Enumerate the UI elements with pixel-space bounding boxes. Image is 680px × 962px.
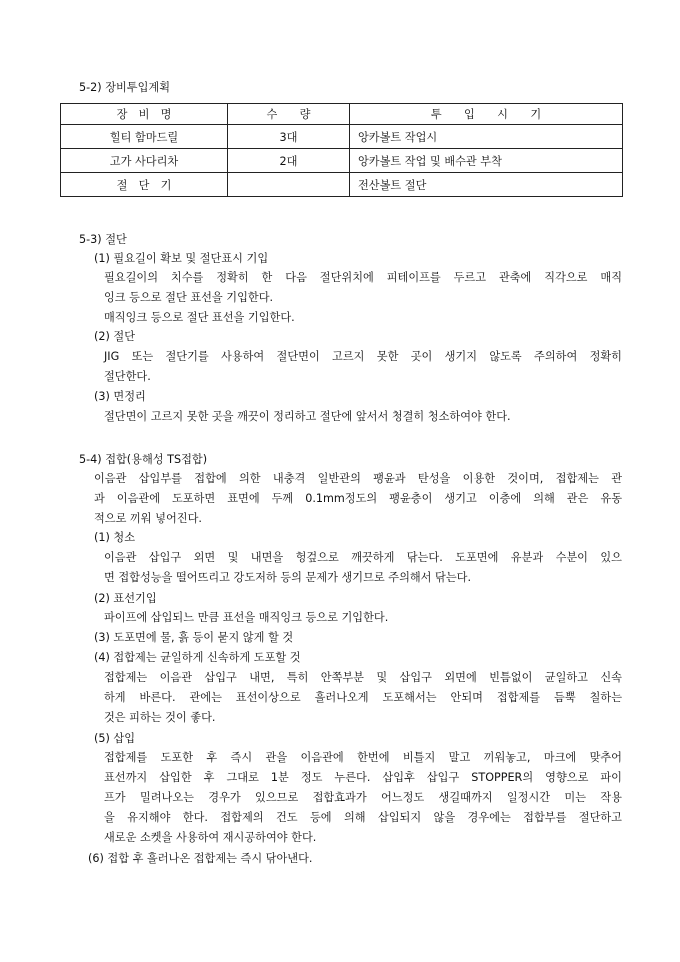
section-heading-5-3: 5-3) 절단 [79,233,127,246]
item-title: (1) 필요길이 확보 및 절단표시 기입 [94,252,269,265]
table-cell: 힐티 함마드릴 [61,125,228,149]
paragraph-line: 새로운 소켓을 사용하여 재시공하여야 한다. [104,831,317,844]
table-cell [228,173,350,197]
table-cell: 고가 사다리차 [61,149,228,173]
equipment-table [60,103,623,197]
item-title: (2) 절단 [94,330,136,343]
paragraph-line: 절단한다. [104,370,151,383]
paragraph-line: 이음관 삽입구 외면 및 내면을 헝겊으로 깨끗하게 닦는다. 도포면에 유분과 수분이 있으 [104,551,622,564]
paragraph-line: 파이프에 삽입되느 만큼 표선을 매직잉크 등으로 기입한다. [104,611,389,624]
paragraph-line: 과 이음관에 도포하면 표면에 두께 0.1mm정도의 팽윤층이 생기고 이층에 의해 관은 유동 [94,492,622,505]
item-title: (1) 청소 [94,531,136,544]
item-title: (2) 표선기입 [94,592,157,605]
item-title: (5) 삽입 [94,732,136,745]
paragraph-line: 을 유지해야 한다. 접합제의 건도 등에 의해 삽입되지 않을 경우에는 접합부를 절단하고 [104,811,622,824]
table-row [61,149,623,173]
column-header-equipment: 장 비 명 [61,104,228,125]
item-title: (3) 면정리 [94,390,146,403]
paragraph-line: 것은 피하는 것이 좋다. [104,711,216,724]
table-cell: 앙카볼트 작업 및 배수관 부착 [350,149,623,173]
item-title: (6) 접합 후 흘러나온 접합제는 즉시 닦아낸다. [88,852,313,865]
paragraph-line: 이음관 삽입부를 접합에 의한 내충격 일반관의 팽윤과 탄성을 이용한 것이며, 접합제는 관 [94,472,622,485]
paragraph-line: 잉크 등으로 절단 표선을 기입한다. [104,291,274,304]
paragraph-line: 절단면이 고르지 못한 곳을 깨끗이 정리하고 절단에 앞서서 청결히 청소하여야 한다. [104,410,511,423]
paragraph-line: 면 접합성능을 떨어뜨리고 강도저하 등의 문제가 생기므로 주의해서 닦는다. [104,571,472,584]
paragraph-line: 하게 바른다. 관에는 표선이상으로 흘러나오게 도포해서는 안되며 접합제를 듬뿍 칠하는 [104,691,622,704]
table-cell: 전산볼트 절단 [350,173,623,197]
table-cell: 3대 [228,125,350,149]
column-header-period: 투 입 시 기 [350,104,623,125]
paragraph-line: 접합제는 이음관 삽입구 내면, 특히 안쪽부분 및 삽입구 외면에 빈틈없이 균일하고 신속 [104,671,622,684]
section-heading-5-4: 5-4) 접합(용해성 TS접합) [79,453,208,466]
table-header-row [61,104,623,125]
table-row [61,173,623,197]
item-title: (4) 접합제는 균일하게 신속하게 도포할 것 [94,651,301,664]
paragraph-line: JIG 또는 절단기를 사용하여 절단면이 고르지 못한 곳이 생기지 않도록 주의하여 정확히 [104,350,622,363]
column-header-quantity: 수 량 [228,104,350,125]
paragraph-line: 매직잉크 등으로 절단 표선을 기입한다. [104,311,295,324]
paragraph-line: 프가 밀려나오는 경우가 있으므로 접합효과가 어느정도 생길때까지 일정시간 미는 작용 [104,791,622,804]
section-heading-5-2: 5-2) 장비투입계획 [79,81,171,94]
table-cell: 절 단 기 [61,173,228,197]
item-title: (3) 도포면에 물, 흙 등이 묻지 않게 할 것 [94,631,294,644]
table-cell: 2대 [228,149,350,173]
paragraph-line: 접합제를 도포한 후 즉시 관을 이음관에 한번에 비틀지 말고 끼워놓고, 마크에 맞추어 [104,751,622,764]
paragraph-line: 적으로 끼워 넣어진다. [94,512,202,525]
paragraph-line: 필요길이의 치수를 정확히 한 다음 절단위치에 피테이프를 두르고 관축에 직각으로 매직 [104,271,622,284]
paragraph-line: 표선까지 삽입한 후 그대로 1분 정도 누른다. 삽입후 삽입구 STOPPER의 영향으로 파이 [104,771,622,784]
table-cell: 앙카볼트 작업시 [350,125,623,149]
table-row [61,125,623,149]
